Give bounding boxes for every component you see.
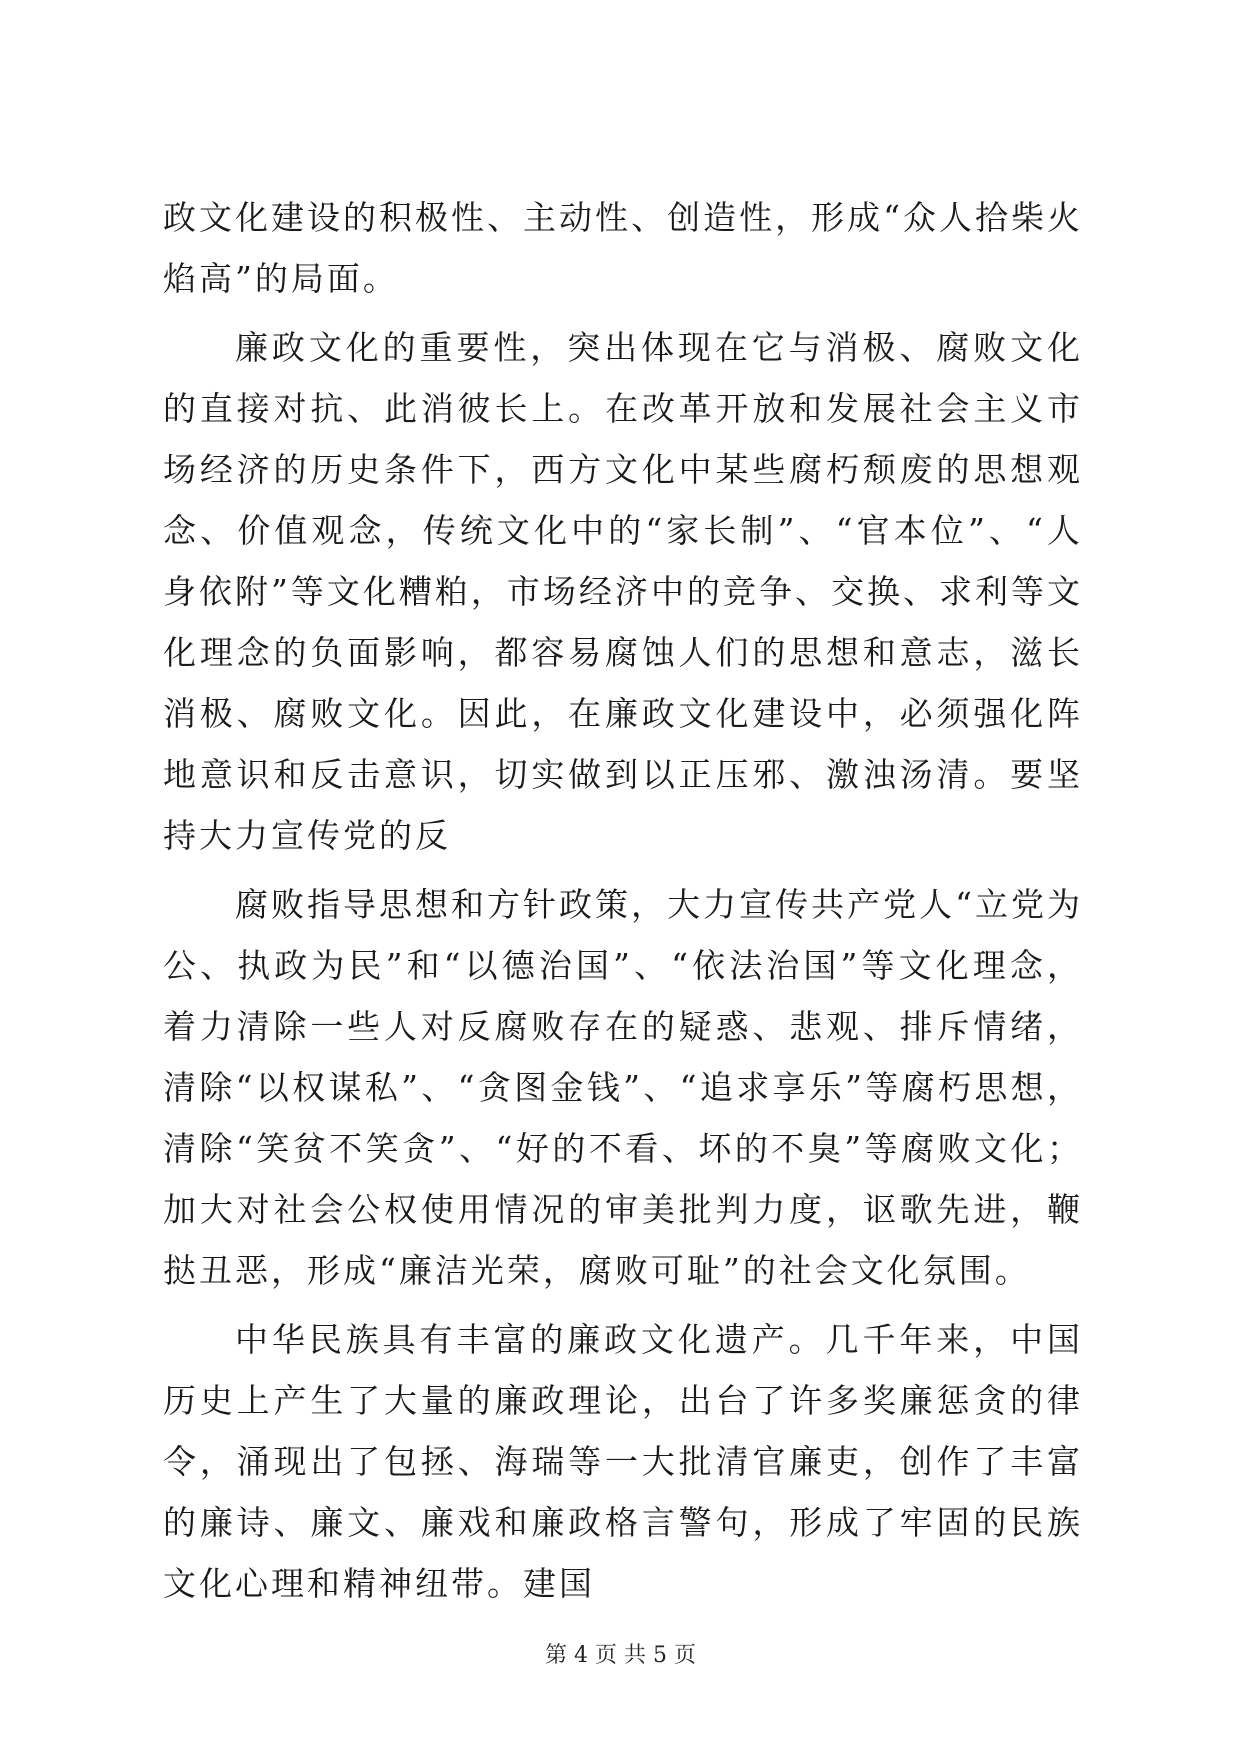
paragraph-continuation: 政文化建设的积极性、主动性、创造性，形成“众人拾柴火焰高”的局面。 <box>163 198 1083 298</box>
document-body <box>163 187 1083 1622</box>
paragraph: 腐败指导思想和方针政策，大力宣传共产党人“立党为公、执政为民”和“以德治国”、“依法治国”等文化理念，着力清除一些人对反腐败存在的疑惑、悲观、排斥情绪，清除“以权谋私”、“贪图金钱”、“追求享乐”等腐朽思想，清除“笑贫不笑贪”、“好的不看、坏的不臭”等腐败文化；加大对社会公权使用情况的审美批判力度，讴歌先进，鞭挞丑恶，形成“廉洁光荣，腐败可耻”的社会文化氛围。 <box>163 885 1083 1290</box>
paragraph: 廉政文化的重要性，突出体现在它与消极、腐败文化的直接对抗、此消彼长上。在改革开放和发展社会主义市场经济的历史条件下，西方文化中某些腐朽颓废的思想观念、价值观念，传统文化中的“家长制”、“官本位”、“人身依附”等文化糟粕，市场经济中的竞争、交换、求利等文化理念的负面影响，都容易腐蚀人们的思想和意志，滋长消极、腐败文化。因此，在廉政文化建设中，必须强化阵地意识和反击意识，切实做到以正压邪、激浊汤清。要坚持大力宣传党的反 <box>163 328 1083 855</box>
paragraph: 中华民族具有丰富的廉政文化遗产。几千年来，中国历史上产生了大量的廉政理论，出台了许多奖廉惩贪的律令，涌现出了包拯、海瑞等一大批清官廉吏，创作了丰富的廉诗、廉文、廉戏和廉政格言警句，形成了牢固的民族文化心理和精神纽带。建国 <box>163 1320 1083 1603</box>
page-footer: 第 4 页 共 5 页 <box>545 1643 696 1668</box>
